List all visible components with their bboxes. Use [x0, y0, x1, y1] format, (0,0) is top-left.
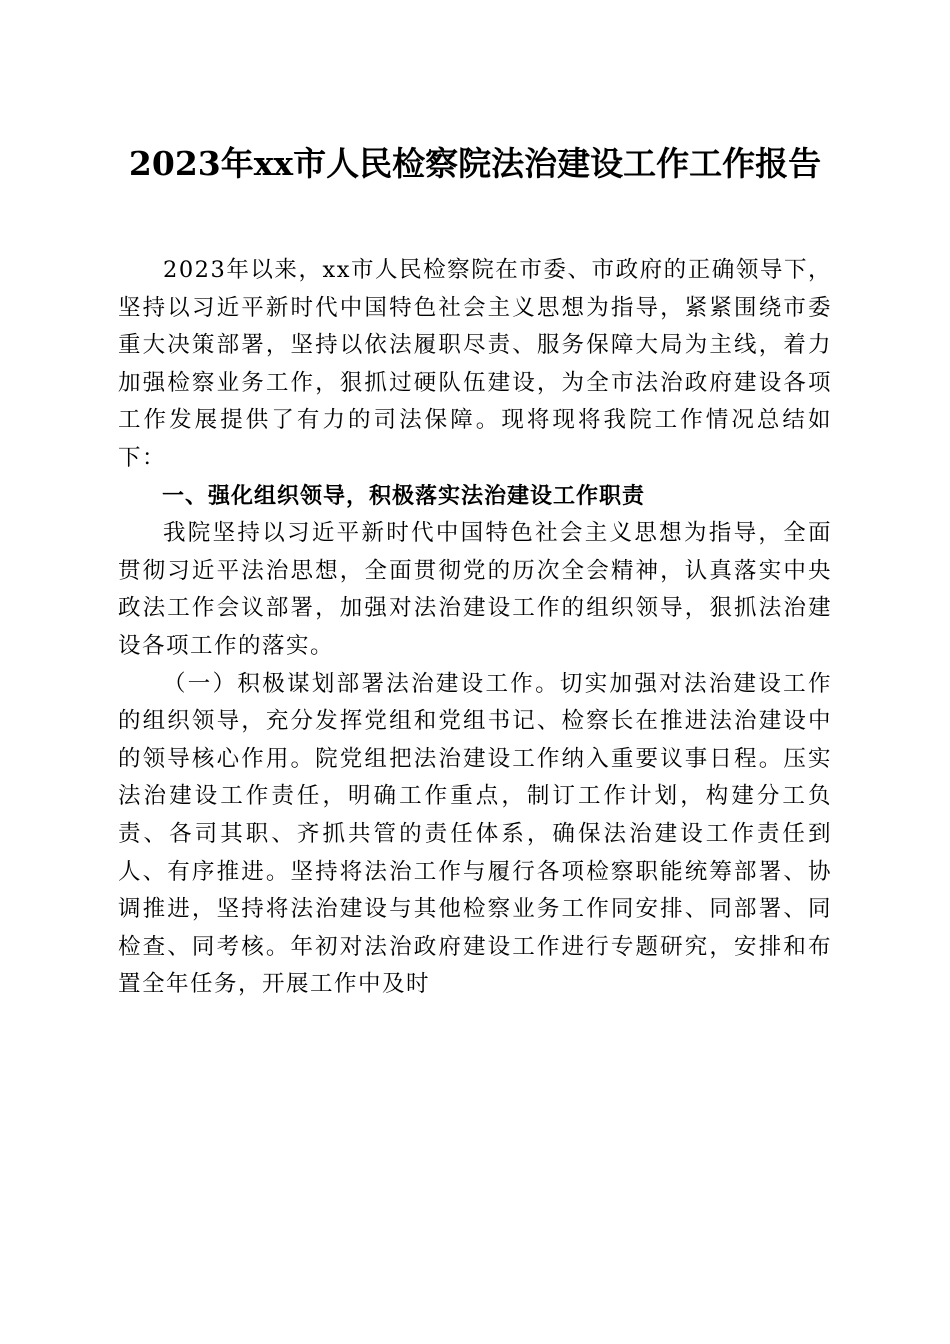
subsection-1-text: 切实加强对法治建设工作的组织领导，充分发挥党组和党组书记、检察长在推进法治建设中的领导核心作用。院党组把法治建设工作纳入重要议事日程。压实法治建设工作责任，明确工作重点，制订工作计划，构建分工负责、各司其职、齐抓共管的责任体系，确保法治建设工作责任到人、有序推进。坚持将法治工作与履行各项检察职能统筹部署、协调推进，坚持将法治建设与其他检察业务工作同安排、同部署、同检查、同考核。年初对法治政府建设工作进行专题研究，安排和布置全年任务，开展工作中及时: [118, 670, 832, 998]
subsection-1-lead: （一）积极谋划部署法治建设工作。: [163, 670, 560, 697]
subsection-1-paragraph: [118, 666, 832, 1004]
document-title: 2023年xx市人民检察院法治建设工作工作报告: [128, 144, 822, 183]
document-body: [118, 252, 832, 1004]
section-1-paragraph: 我院坚持以习近平新时代中国特色社会主义思想为指导，全面贯彻习近平法治思想，全面贯彻党的历次全会精神，认真落实中央政法工作会议部署，加强对法治建设工作的组织领导，狠抓法治建设各项工作的落实。: [118, 520, 832, 659]
section-1-heading: 一、强化组织领导，积极落实法治建设工作职责: [162, 483, 646, 509]
intro-paragraph: 2023年以来，xx市人民检察院在市委、市政府的正确领导下，坚持以习近平新时代中国特色社会主义思想为指导，紧紧围绕市委重大决策部署，坚持以依法履职尽责、服务保障大局为主线，着力加强检察业务工作，狠抓过硬队伍建设，为全市法治政府建设各项工作发展提供了有力的司法保障。现将现将我院工作情况总结如下：: [118, 257, 832, 471]
